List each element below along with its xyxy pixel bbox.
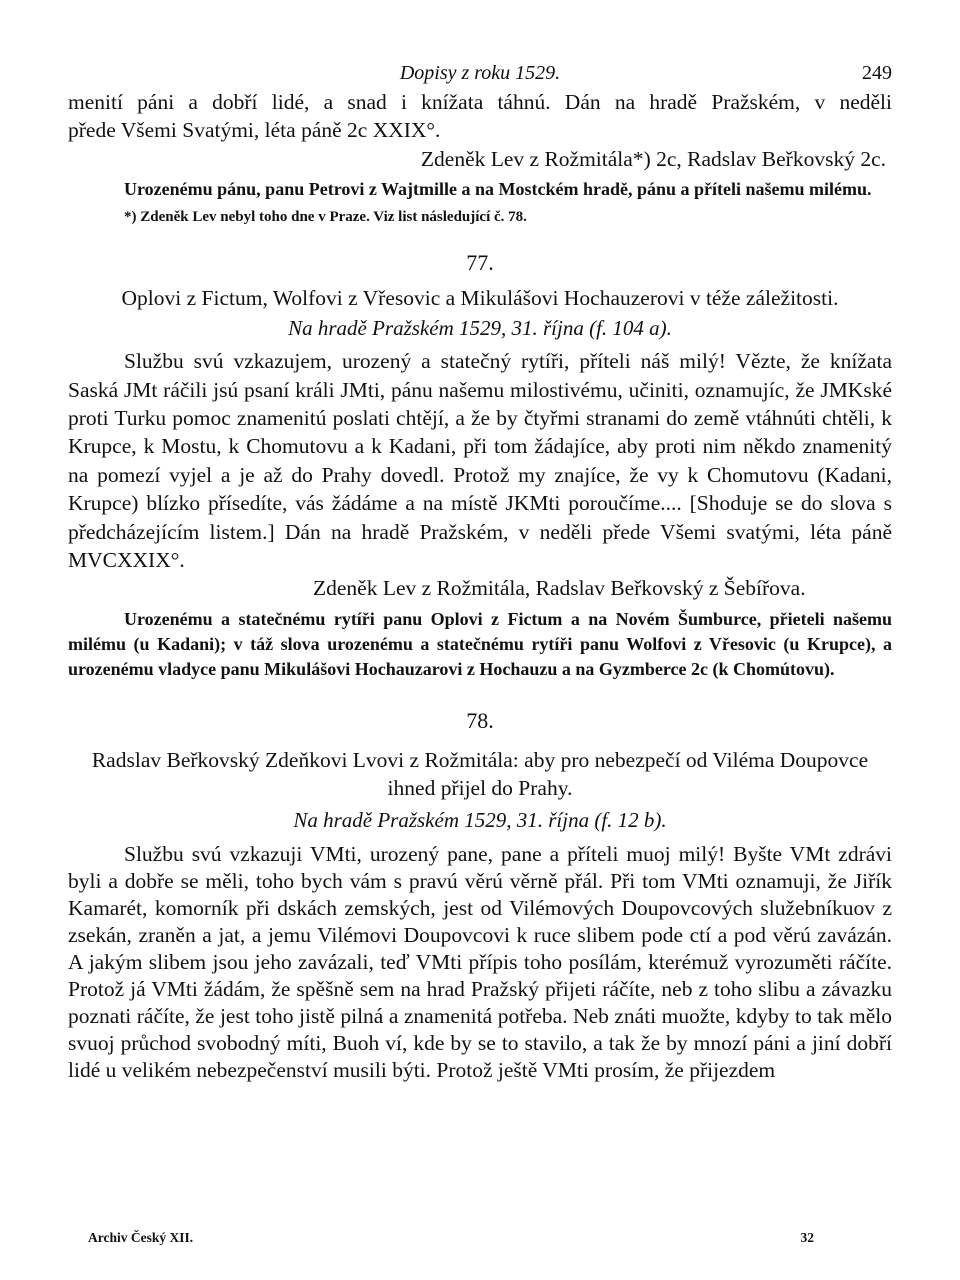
document-page xyxy=(68,52,892,1252)
page-number: 249 xyxy=(862,62,892,84)
letter-heading: Oplovi z Fictum, Wolfovi z Vřesovic a Mikulášovi Hochauzerovi v téže záležitosti. xyxy=(121,286,839,311)
letter-heading: Radslav Beřkovský Zdeňkovi Lvovi z Rožmitála: aby pro nebezpečí od Viléma Doupovce xyxy=(91,747,869,772)
archive-label: Archiv Český XII. xyxy=(88,1230,194,1245)
letter-signature: Zdeněk Lev z Rožmitála, Radslav Beřkovský z Šebířova. xyxy=(313,576,806,601)
letter-address: Urozenému pánu, panu Petrovi z Wajtmille a na Mostckém hradě, pánu a příteli našemu milému. xyxy=(124,179,872,200)
text-line: přede Všemi Svatými, léta páně 2c XXIX°. xyxy=(68,118,441,143)
page-header xyxy=(68,52,892,88)
letter-place-date: Na hradě Pražském 1529, 31. října (f. 104 a). xyxy=(288,316,672,341)
letter-place-date: Na hradě Pražském 1529, 31. října (f. 12 b). xyxy=(293,807,667,832)
letter-78 xyxy=(68,708,892,1084)
letter-heading-continued: ihned přijel do Prahy. xyxy=(387,775,573,800)
letter-number: 78. xyxy=(466,707,494,733)
signature-mark: 32 xyxy=(800,1230,814,1245)
letter-signature: Zdeněk Lev z Rožmitála*) 2c, Radslav Beřkovský 2c. xyxy=(420,146,886,171)
text-line: menití páni a dobří lidé, a snad i knížata táhnú. Dán na hradě Pražském, v neděli xyxy=(68,90,892,114)
letter-number: 77. xyxy=(466,250,494,276)
running-title: Dopisy z roku 1529. xyxy=(399,62,561,84)
letter-body: Službu svú vzkazujem, urozený a statečný rytíři, příteli náš milý! Vězte, že knížata Saská JMt ráčili jsú psaní králi JMti, pánu našemu milostivému, učiniti, oznamujíc, že JMKské proti Turku pomoc znamenitú poslati chtějí, a že by čtyřmi stranami do země vtáhnúti chtěli, k Krupce, k Mostu, k Chomutovu a k Kadani, při tom žádajíce, aby proti nim někdo znamenitý na pomezí vyjel a je až do Prahy dovedl. Protož my znajíce, že vy k Chomutovu (Kadani, Krupce) blízko přísedíte, vás žádáme a na místě JKMti poroučíme.... [Shoduje se do slova s předcházejícím listem.] Dán na hradě Pražském, v neděli přede Všemi svatými, léta páně MVCXXIX°. xyxy=(68,349,892,573)
letter-body: Službu svú vzkazuji VMti, urozený pane, pane a příteli muoj milý! Byšte VMt zdrávi byli a dobře se měli, toho bych vám s pravú věrú věrně přál. Při tom VMti oznamuji, že Jiřík Kamarét, komorník při dskách zemských, jest od Vilémových Doupovcových služebníkuov z zsekán, zraněn a jat, a jemu Vilémovi Doupovcovi k ruce slibem pode ctí a pod věrú zavázán. A jakým slibem jsou jeho zavázali, teď VMti přípis toho posílám, kterémuž vyrozuměti ráčíte. Protož já VMti žádám, že spěšně sem na hrad Pražský přijeti ráčíte, neb z toho slibu a závazku poznati ráčíte, že jest toho jistě pilná a znamenitá potřeba. Neb znáti muožte, kdyby to tak mělo svuoj průchod svobodný míti, Buoh ví, kde by se to stavilo, a tak že by mnozí páni a jiní dobří lidé u velikém nebezpečenství musili býti. Protož ještě VMti prosím, že přijezdem xyxy=(68,841,892,1082)
letter-77 xyxy=(68,250,892,682)
page-footer xyxy=(68,1230,892,1252)
footnote: *) Zdeněk Lev nebyl toho dne v Praze. Viz list následující č. 78. xyxy=(124,209,527,226)
letter-address: Urozenému a statečnému rytíři panu Oplovi z Fictum a na Novém Šumburce, přieteli našemu milému (u Kadani); v táž slova urozenému a statečnému rytíři panu Wolfovi z Vřesovic (u Krupce), a urozenému vladyce panu Mikulášovi Hochauzarovi z Hochauzu a na Gyzmberce 2c (k Chomútovu). xyxy=(68,608,892,679)
letter-76-ending xyxy=(68,88,892,228)
